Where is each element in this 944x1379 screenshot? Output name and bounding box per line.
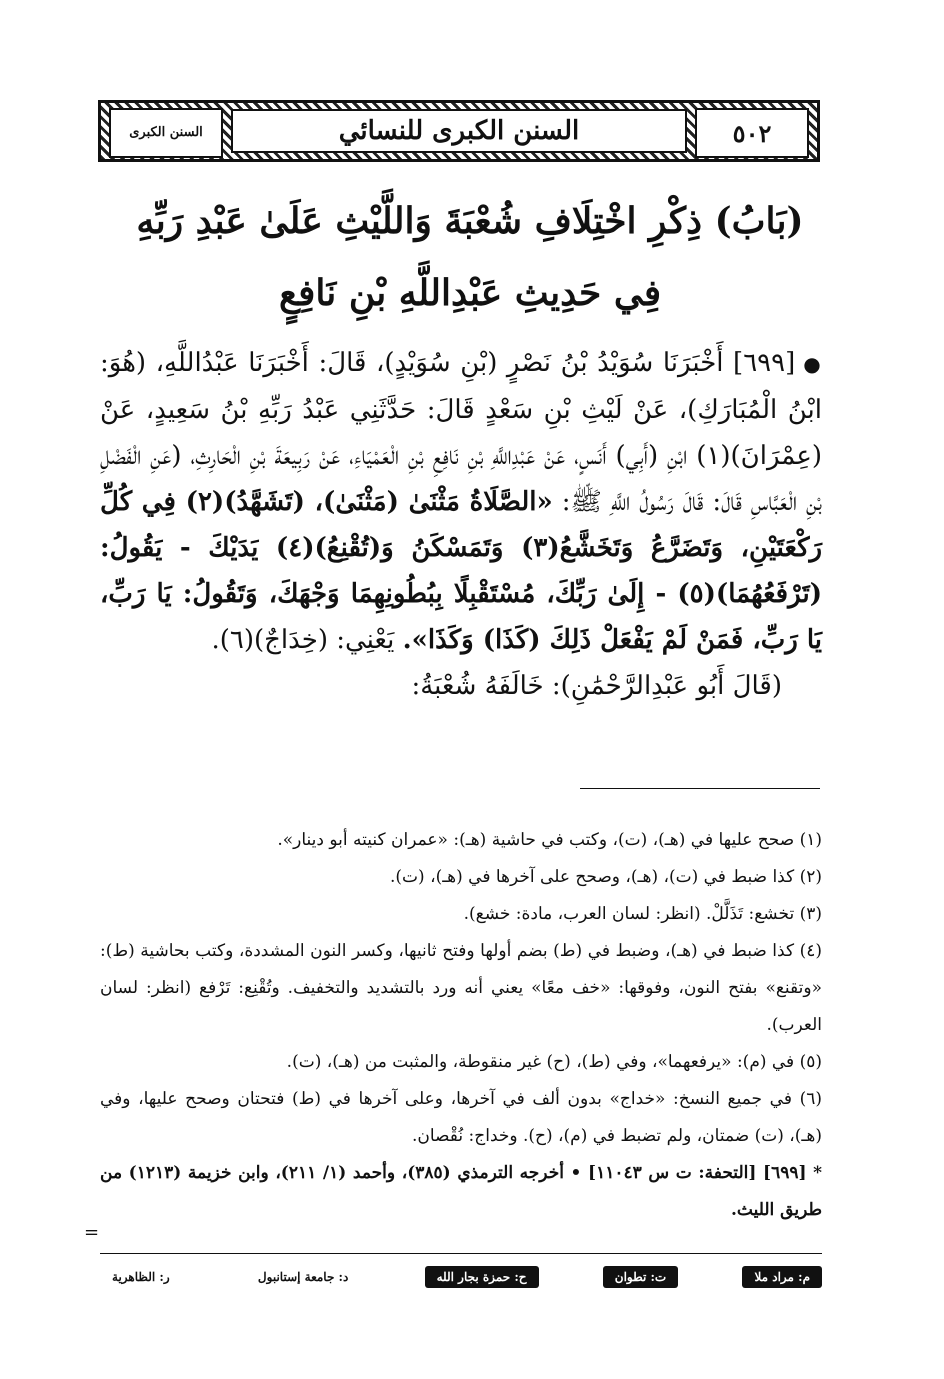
margin-marker: =: [84, 1222, 100, 1243]
book-title: السنن الكبرى للنسائي: [338, 116, 580, 146]
page-number: ٥٠٢: [695, 108, 809, 158]
hadith-body: [100, 340, 822, 709]
source-m: م: مراد ملا: [742, 1266, 822, 1288]
footnote-6: (٦) في جميع النسخ: «خداج» بدون ألف في آخرها، وعلى آخرها في (ط) فتحتان وصحح عليها، وفي (هـ)، (ت) ضمتان، ولم تضبط في (م)، (ح). وخداج: نُقْصان.: [100, 1089, 822, 1146]
manuscript-sources: [100, 1260, 822, 1294]
footnote-1: (١) صحح عليها في (هـ)، (ت)، وكتب في حاشية (هـ): «عمران كنيته أبو دينار».: [277, 830, 822, 850]
source-d: د: جامعة إستانبول: [257, 1270, 349, 1284]
footnotes: [100, 822, 822, 1229]
takhrij-note: * [٦٩٩] [التحفة: ت س ١١٠٤٣] • أخرجه الترمذي (٣٨٥)، وأحمد (١/ ٢١١)، وابن خزيمة (١٢١٣) من طريق الليث.: [100, 1163, 823, 1220]
bullet-icon: ●: [803, 352, 822, 376]
source-h: ح: حمزة بجار الله: [425, 1266, 539, 1288]
book-title-box: [231, 109, 687, 153]
hadith-isnad: [٦٩٩] أَخْبَرَنَا سُوَيْدُ بْنُ نَصْرٍ (بْنِ سُوَيْدٍ)، قَالَ: أَخْبَرَنَا عَبْدُاللَّهِ، (هُوَ: ابْنُ الْمُبَارَكِ)، عَنْ لَيْثِ بْنِ سَعْدٍ قَالَ: حَدَّثَنِي عَبْدُ رَبِّهِ بْنُ سَعِيدٍ، عَنْ (عِمْرَانَ)(١) ابْنِ (أَبِي) أَنَسٍ، عَنْ عَبْدِاللَّهِ بْنِ نَافِعِ بْنِ الْعَمْيَاءِ، عَنْ رَبِيعَةَ بْنِ الْحَارِثِ، (عَنِ الْفَضْلِ بْنِ الْعَبَّاسِ قَالَ: قَالَ رَسُولُ اللَّهِ ﷺ:: [100, 348, 823, 517]
chapter-heading-line2: فِي حَدِيثِ عَبْدِاللَّهِ بْنِ نَافِعٍ: [278, 272, 662, 314]
hadith-matn: «الصَّلَاةُ مَثْنَىٰ (مَثْنَىٰ)، (تَشَهَّدُ)(٢) فِي كُلِّ رَكْعَتَيْنِ، وَتَضَرَّعُ وَتَخَشَّعُ(٣) وَتَمَسْكَنُ وَ(تُقْنِعُ)(٤) يَدَيْكَ - يَقُولُ: (تَرْفَعُهُمَا)(٥) - إِلَىٰ رَبِّكَ، مُسْتَقْبِلًا بِبُطُونِهِمَا وَجْهَكَ، وَتَقُولُ: يَا رَبِّ، يَا رَبِّ، فَمَنْ لَمْ يَفْعَلْ ذَلِكَ (كَذَا) وَكَذَا».: [100, 487, 823, 655]
footnote-3: (٣) تخشع: تَذَلَّلْ. (انظر: لسان العرب، مادة: خشع).: [463, 904, 822, 924]
sources-separator: [100, 1253, 822, 1254]
source-r: ر: الظاهرية: [112, 1270, 170, 1284]
footnote-5: (٥) في (م): «يرفعهما»، وفي (ط)، (ح) غير منقوطة، والمثبت من (هـ)، (ت).: [286, 1052, 822, 1072]
footnote-separator: [580, 788, 820, 789]
footnote-4: (٤) كذا ضبط في (هـ)، وضبط في (ط) بضم أولها وفتح ثانيها، وكسر النون المشددة، وكتب بحاشية (ط): «وتقنع» بفتح النون، وفوقها: «خف معًا» يعني أنه ورد بالتشديد والتخفيف. وتُقْنِع: تَرْفع (انظر: لسان العرب).: [100, 941, 822, 1035]
hadith-paragraph: [100, 340, 822, 663]
source-t: ت: تطوان: [603, 1266, 678, 1288]
hadith-closing: (قَالَ أَبُو عَبْدِالرَّحْمَٰنِ): خَالَفَهُ شُعْبَةُ:: [411, 671, 782, 701]
footnote-2: (٢) كذا ضبط في (ت)، (هـ)، وصحح على آخرها في (هـ)، (ت).: [390, 867, 822, 887]
chapter-heading-line1: (بَابُ) ذِكْرِ اخْتِلَافِ شُعْبَةَ وَاللَّيْثِ عَلَىٰ عَبْدِ رَبِّهِ: [136, 200, 804, 242]
book-emblem: السنن الكبرى: [109, 108, 223, 158]
page-header: [98, 100, 820, 162]
hadith-gloss: يَعْنِي: (خِدَاجٌ)(٦).: [211, 625, 403, 655]
